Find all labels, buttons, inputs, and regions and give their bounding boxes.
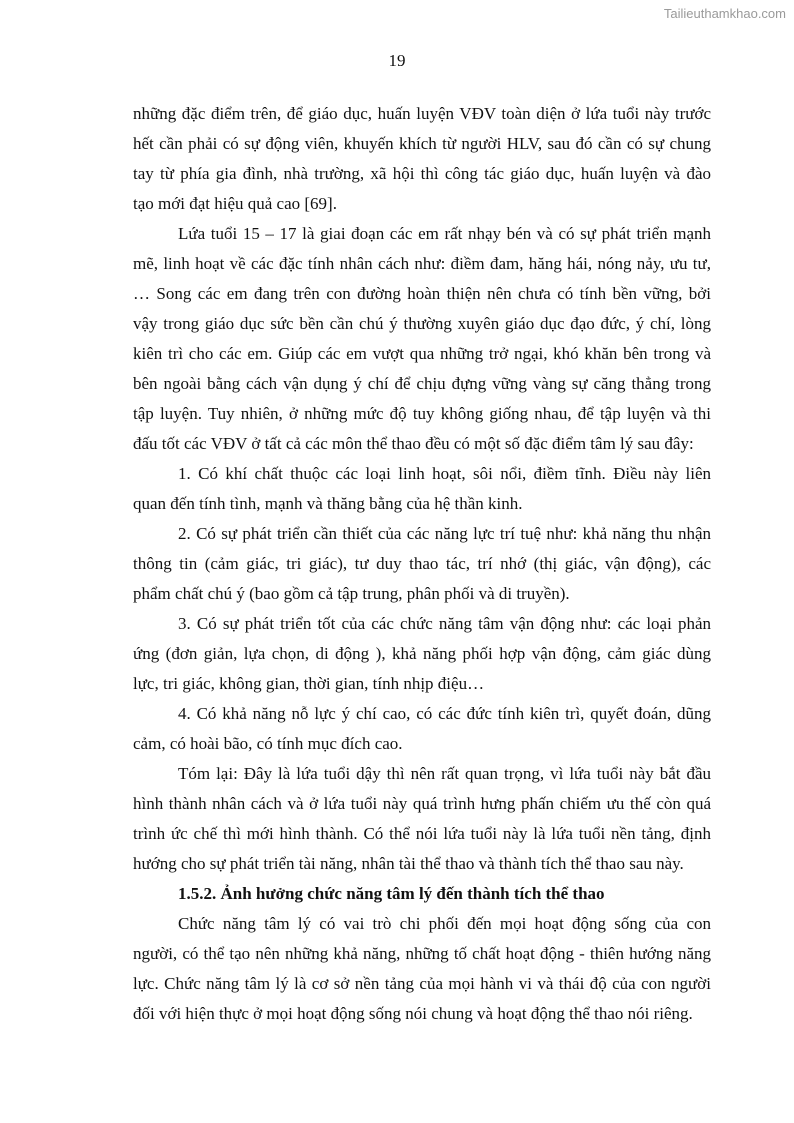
text-line: hướng cho sự phát triển tài năng, nhân tài thể thao và thành tích thể thao sau này. — [133, 854, 684, 873]
text-line: đối với hiện thực ở mọi hoạt động sống nói chung và hoạt động thể thao nói riêng. — [133, 1004, 693, 1023]
text-line: lực. Chức năng tâm lý là cơ sở nền tảng của mọi hành vi và thái độ của con người — [133, 974, 711, 993]
text-line: đấu tốt các VĐV ở tất cả các môn thể thao đều có một số đặc điểm tâm lý sau đây: — [133, 434, 694, 453]
paragraph — [133, 609, 711, 699]
text-line: … Song các em đang trên con đường hoàn thiện nên chưa có tính bền vững, bởi — [133, 284, 711, 303]
text-line: bên ngoài bằng cách vận dụng ý chí để chịu đựng vững vàng sự căng thẳng trong — [133, 374, 711, 393]
paragraph — [133, 219, 711, 459]
paragraph — [133, 99, 711, 219]
text-line: phẩm chất chú ý (bao gồm cả tập trung, phân phối và di truyền). — [133, 584, 570, 603]
text-line: kiên trì cho các em. Giúp các em vượt qua những trở ngại, khó khăn bên trong và — [133, 344, 711, 363]
text-line: mẽ, linh hoạt về các đặc tính nhân cách như: điềm đam, hăng hái, nóng nảy, ưu tư, — [133, 254, 711, 273]
text-line: Lứa tuổi 15 – 17 là giai đoạn các em rất nhạy bén và có sự phát triển mạnh — [178, 224, 711, 243]
text-line: Chức năng tâm lý có vai trò chi phối đến mọi hoạt động sống của con — [178, 914, 711, 933]
text-line: tạo mới đạt hiệu quả cao [69]. — [133, 194, 337, 213]
paragraph — [133, 699, 711, 759]
page-number: 19 — [388, 51, 406, 70]
text-line: cảm, có hoài bão, có tính mục đích cao. — [133, 734, 403, 753]
text-line: hết cần phải có sự động viên, khuyến khích từ người HLV, sau đó cần có sự chung — [133, 134, 711, 153]
paragraph — [133, 909, 711, 1029]
section-heading — [133, 879, 711, 909]
text-line: vậy trong giáo dục sức bền cần chú ý thường xuyên giáo dục đạo đức, ý chí, lòng — [133, 314, 711, 333]
text-line: quan đến tính tình, mạnh và thăng bằng của hệ thần kinh. — [133, 494, 523, 513]
text-line: 1.5.2. Ảnh hưởng chức năng tâm lý đến thành tích thể thao — [178, 884, 605, 903]
text-line: 4. Có khả năng nỗ lực ý chí cao, có các đức tính kiên trì, quyết đoán, dũng — [178, 704, 711, 723]
text-line: tập luyện. Tuy nhiên, ở những mức độ tuy không giống nhau, để tập luyện và thi — [133, 404, 711, 423]
text-line: lực, tri giác, không gian, thời gian, tính nhịp điệu… — [133, 674, 485, 693]
watermark: Tailieuthamkhao.com — [663, 6, 786, 21]
paragraph — [133, 759, 711, 879]
document-body — [133, 99, 711, 1029]
text-line: 2. Có sự phát triển cần thiết của các năng lực trí tuệ như: khả năng thu nhận — [178, 524, 711, 543]
text-line: Tóm lại: Đây là lứa tuổi dậy thì nên rất quan trọng, vì lứa tuổi này bắt đầu — [178, 764, 711, 783]
text-line: những đặc điểm trên, để giáo dục, huấn luyện VĐV toàn diện ở lứa tuổi này trước — [133, 104, 711, 123]
text-line: người, có thể tạo nên những khả năng, những tố chất hoạt động - thiên hướng năng — [133, 944, 711, 963]
text-line: 3. Có sự phát triển tốt của các chức năng tâm vận động như: các loại phản — [178, 614, 711, 633]
text-line: hình thành nhân cách và ở lứa tuổi này quá trình hưng phấn chiếm ưu thế còn quá — [133, 794, 711, 813]
paragraph — [133, 519, 711, 609]
paragraph — [133, 459, 711, 519]
text-line: ứng (đơn giản, lựa chọn, di động ), khả năng phối hợp vận động, cảm giác dùng — [133, 644, 711, 663]
text-line: 1. Có khí chất thuộc các loại linh hoạt, sôi nổi, điềm tĩnh. Điều này liên — [178, 464, 711, 483]
text-line: trình ức chế thì mới hình thành. Có thể nói lứa tuổi này là lứa tuổi nền tảng, định — [133, 824, 711, 843]
text-line: tay từ phía gia đình, nhà trường, xã hội thì công tác giáo dục, huấn luyện và đào — [133, 164, 711, 183]
text-line: thông tin (cảm giác, tri giác), tư duy thao tác, trí nhớ (thị giác, vận động), các — [133, 554, 711, 573]
